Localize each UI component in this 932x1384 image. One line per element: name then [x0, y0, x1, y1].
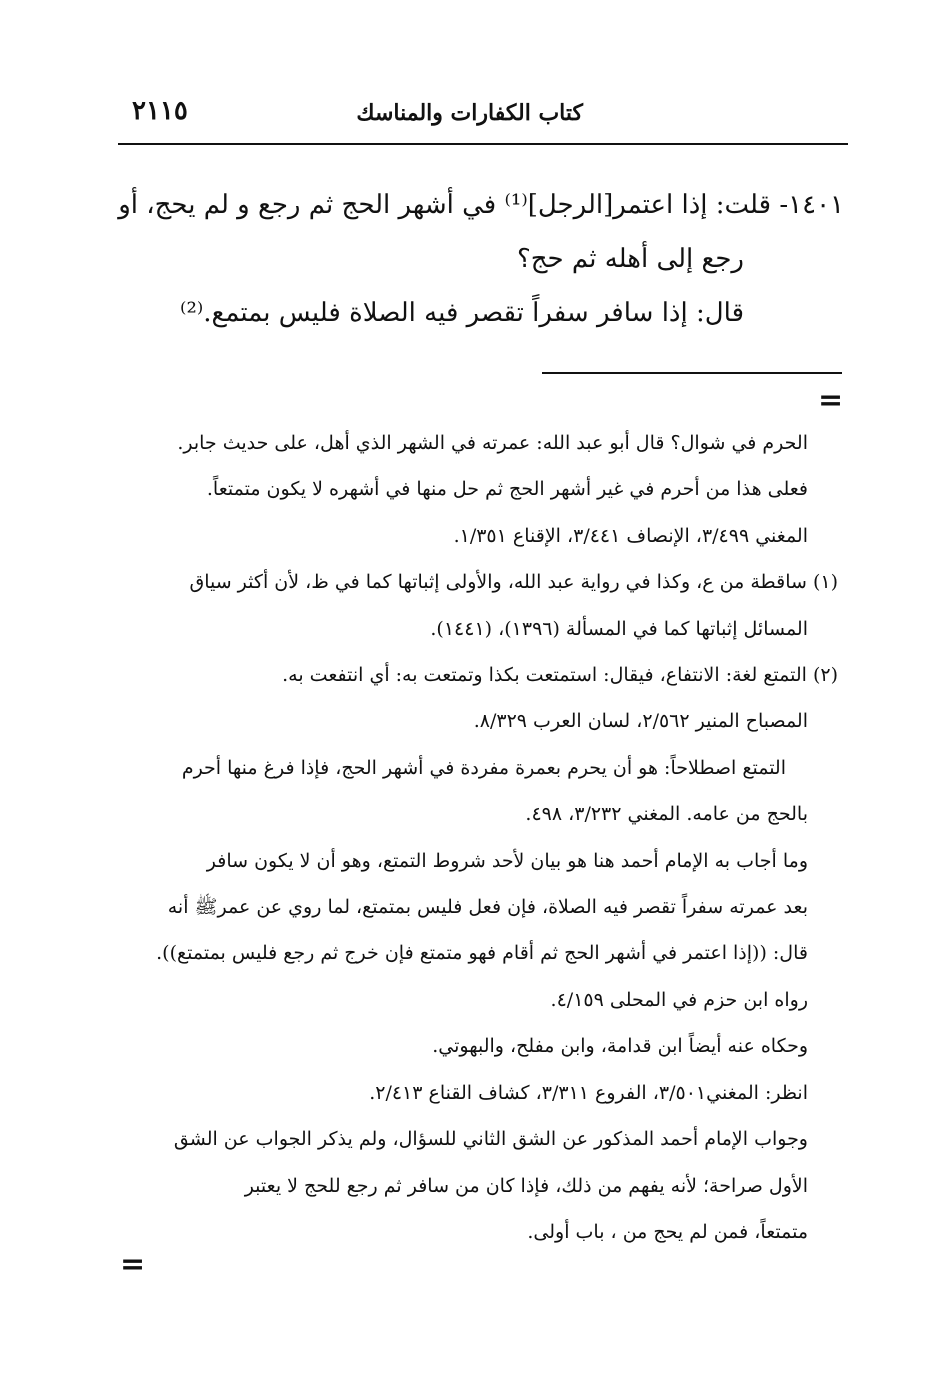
footnote-line: المغني ٣/٤٩٩، الإنصاف ٣/٤٤١، الإقناع ١/٣٥١. [453, 524, 808, 547]
main-text [118, 178, 844, 340]
footnote-line: متمتعاً، فمن لم يحج من ، باب أولى. [527, 1220, 808, 1243]
footnote-line: المسائل إثباتها كما في المسألة (١٣٩٦)، (١٤٤١). [430, 617, 808, 640]
footnote-line: (٢) التمتع لغة: الانتفاع، فيقال: استمتعت بكذا وتمتعت به: أي انتفعت به. [282, 664, 838, 687]
footnote-line: انظر: المغني٣/٥٠١، الفروع ٣/٣١١، كشاف القناع ٢/٤١٣. [369, 1081, 808, 1104]
running-title: كتاب الكفارات والمناسك [356, 100, 583, 126]
question-line-1: ١٤٠١- قلت: إذا اعتمر[الرجل]⁽¹⁾ في أشهر الحج ثم رجع و لم يحج، أو [118, 190, 844, 220]
footnote-separator [542, 372, 842, 374]
footnote-line: التمتع اصطلاحاً: هو أن يحرم بعمرة مفردة في أشهر الحج، فإذا فرغ منها أحرم [181, 756, 786, 779]
footnote-line: المصباح المنير ٢/٥٦٢، لسان العرب ٨/٣٢٩. [473, 710, 808, 733]
page-header [118, 96, 848, 140]
continuation-mark-top: = [818, 383, 844, 418]
footnote-line: الأول صراحة؛ لأنه يفهم من ذلك، فإذا كان من سافر ثم رجع للحج لا يعتبر [244, 1174, 808, 1197]
question-line-2: رجع إلى أهله ثم حج؟ [516, 244, 744, 274]
footnote-line: رواه ابن حزم في المحلى ٤/١٥٩. [550, 988, 808, 1011]
footnote-line: وحكاه عنه أيضاً ابن قدامة، وابن مفلح، والبهوتي. [432, 1035, 808, 1058]
answer-line: قال: إذا سافر سفراً تقصر فيه الصلاة فليس بمتمع.⁽²⁾ [180, 298, 744, 328]
footnote-line: قال: ((إذا اعتمر في أشهر الحج ثم أقام فهو متمتع فإن خرج ثم رجع فليس بمتمتع)). [156, 942, 808, 965]
footnotes [123, 420, 838, 1255]
footnote-line: وما أجاب به الإمام أحمد هنا هو بيان لأحد شروط التمتع، وهو أن لا يكون سافر [206, 849, 808, 872]
continuation-mark-bottom: = [120, 1247, 146, 1282]
footnote-line: الحرم في شوال؟ قال أبو عبد الله: عمرته في الشهر الذي أهل، على حديث جابر. [177, 432, 808, 454]
footnote-line: (١) ساقطة من ع، وكذا في رواية عبد الله، والأولى إثباتها كما في ظ، لأن أكثر سياق [189, 571, 838, 594]
footnote-line: بالحج من عامه. المغني ٣/٢٣٢، ٤٩٨. [525, 803, 808, 826]
footnote-line: بعد عمرته سفراً تقصر فيه الصلاة، فإن فعل فليس بمتمتع، لما روي عن عمرﷺ أنه [167, 896, 808, 919]
header-rule [118, 143, 848, 145]
footnote-line: وجواب الإمام أحمد المذكور عن الشق الثاني للسؤال، ولم يذكر الجواب عن الشق [173, 1128, 808, 1151]
page-number: ٢١١٥ [132, 96, 188, 126]
footnote-line: فعلى هذا من أحرم في غير أشهر الحج ثم حل منها في أشهره لا يكون متمتعاً. [206, 478, 808, 501]
